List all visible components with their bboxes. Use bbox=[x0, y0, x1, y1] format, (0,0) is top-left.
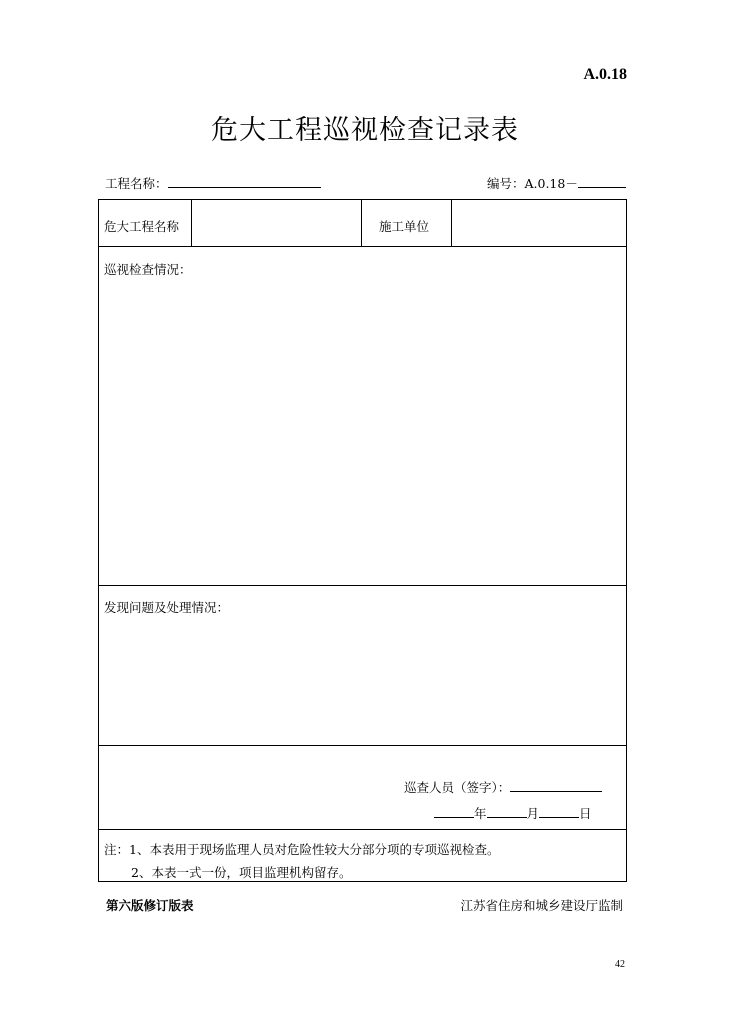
col-divider bbox=[361, 200, 362, 246]
row-divider bbox=[99, 585, 626, 586]
project-name-field[interactable] bbox=[168, 175, 321, 188]
note-2: 2、本表一式一份，项目监理机构留存。 bbox=[131, 865, 352, 880]
issues-content-area[interactable] bbox=[104, 620, 619, 738]
note-1: 注：1、本表用于现场监理人员对危险性较大分部分项的专项巡视检查。 bbox=[104, 842, 500, 857]
project-label: 危大工程名称 bbox=[104, 219, 180, 234]
project-name-row bbox=[105, 174, 321, 192]
inspector-signature-field[interactable] bbox=[510, 779, 602, 792]
footer-issuer: 江苏省住房和城乡建设厅监制 bbox=[460, 898, 623, 913]
inspector-signature-row bbox=[404, 778, 602, 796]
page-number: 42 bbox=[615, 959, 625, 970]
form-code: A.0.18 bbox=[583, 66, 627, 83]
footer-edition: 第六版修订版表 bbox=[106, 898, 194, 913]
day-label: 日 bbox=[579, 806, 592, 821]
issues-label: 发现问题及处理情况： bbox=[104, 600, 230, 615]
unit-label: 施工单位 bbox=[379, 219, 430, 234]
number-row bbox=[487, 174, 626, 192]
inspection-content-area[interactable] bbox=[104, 282, 619, 577]
number-label: 编号：A.0.18－ bbox=[487, 176, 578, 191]
page-title: 危大工程巡视检查记录表 bbox=[211, 115, 519, 146]
col-divider bbox=[451, 200, 452, 246]
year-label: 年 bbox=[474, 806, 487, 821]
unit-value-cell[interactable] bbox=[457, 217, 622, 235]
col-divider bbox=[191, 200, 192, 246]
row-divider bbox=[99, 829, 626, 830]
row-divider bbox=[99, 745, 626, 746]
project-name-label: 工程名称： bbox=[105, 176, 168, 191]
day-field[interactable] bbox=[539, 805, 579, 818]
row-divider bbox=[99, 246, 626, 247]
inspector-label: 巡查人员（签字）： bbox=[404, 780, 511, 795]
date-row bbox=[434, 804, 592, 822]
month-field[interactable] bbox=[487, 805, 527, 818]
inspection-form-table bbox=[98, 199, 627, 882]
number-field[interactable] bbox=[578, 175, 626, 188]
month-label: 月 bbox=[526, 806, 540, 821]
year-field[interactable] bbox=[434, 805, 474, 818]
inspection-label: 巡视检查情况： bbox=[104, 262, 192, 277]
project-value-cell[interactable] bbox=[197, 217, 355, 235]
